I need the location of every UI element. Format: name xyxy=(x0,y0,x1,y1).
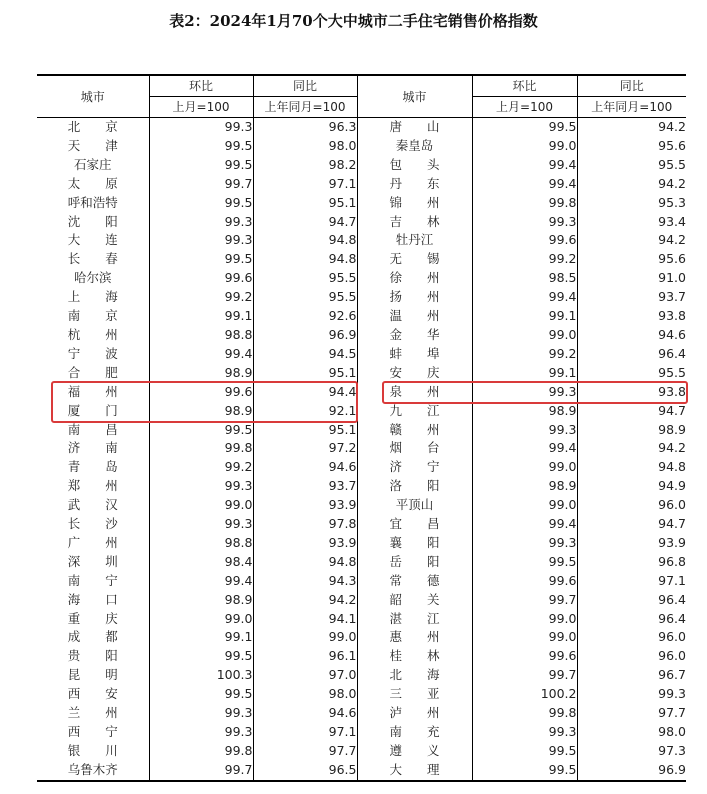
left-yoy-cell: 94.8 xyxy=(253,553,357,572)
right-city-cell: 韶 关 xyxy=(357,591,472,610)
right-yoy-cell: 95.5 xyxy=(577,364,686,383)
left-mom-cell: 99.7 xyxy=(149,175,253,194)
left-yoy-cell: 92.6 xyxy=(253,307,357,326)
left-city-cell: 乌鲁木齐 xyxy=(37,761,149,781)
table-row xyxy=(37,534,686,553)
header-row-top xyxy=(37,75,686,97)
left-yoy-cell: 96.3 xyxy=(253,118,357,137)
table-body xyxy=(37,118,686,781)
right-mom-cell: 99.4 xyxy=(472,288,577,307)
left-city-cell: 厦 门 xyxy=(67,402,118,418)
left-city-cell: 沈 阳 xyxy=(67,213,118,229)
left-city-cell: 济 南 xyxy=(67,440,118,456)
left-mom-cell: 99.2 xyxy=(149,458,253,477)
right-yoy-cell: 94.2 xyxy=(577,439,686,458)
right-city-cell: 九 江 xyxy=(357,402,472,421)
right-city-cell: 无 锡 xyxy=(357,250,472,269)
right-yoy-cell: 96.7 xyxy=(577,666,686,685)
right-yoy-cell: 96.8 xyxy=(577,553,686,572)
right-mom-cell: 99.6 xyxy=(472,231,577,250)
right-city-cell: 徐 州 xyxy=(357,269,472,288)
left-city-cell: 宁 波 xyxy=(67,345,118,361)
right-yoy-cell: 96.0 xyxy=(577,647,686,666)
right-mom-cell: 99.2 xyxy=(472,345,577,364)
right-mom-cell: 99.3 xyxy=(472,723,577,742)
right-yoy-cell: 94.6 xyxy=(577,326,686,345)
right-yoy-cell: 98.0 xyxy=(577,723,686,742)
left-yoy-cell: 94.3 xyxy=(253,572,357,591)
left-mom-cell: 99.1 xyxy=(149,307,253,326)
left-city-cell: 大 连 xyxy=(67,232,118,248)
right-mom-cell: 99.4 xyxy=(472,439,577,458)
right-city-cell: 牡丹江 xyxy=(357,231,472,250)
table-row xyxy=(37,137,686,156)
table-row xyxy=(37,231,686,250)
left-mom-cell: 99.3 xyxy=(149,723,253,742)
left-yoy-cell: 94.8 xyxy=(253,231,357,250)
right-city-cell: 金 华 xyxy=(357,326,472,345)
right-mom-cell: 99.3 xyxy=(472,213,577,232)
left-city-cell: 郑 州 xyxy=(67,478,118,494)
left-mom-cell: 99.3 xyxy=(149,515,253,534)
right-city-cell: 大 理 xyxy=(357,761,472,781)
table-row xyxy=(37,591,686,610)
right-yoy-cell: 94.7 xyxy=(577,402,686,421)
right-city-cell: 泸 州 xyxy=(357,704,472,723)
left-yoy-cell: 97.1 xyxy=(253,723,357,742)
left-yoy-cell: 98.2 xyxy=(253,156,357,175)
right-mom-cell: 99.0 xyxy=(472,610,577,629)
left-city-cell: 南 京 xyxy=(67,308,118,324)
header-yoy-right: 同比 xyxy=(577,75,686,97)
left-mom-cell: 99.0 xyxy=(149,610,253,629)
right-mom-cell: 99.5 xyxy=(472,742,577,761)
left-mom-cell: 98.4 xyxy=(149,553,253,572)
left-yoy-cell: 93.9 xyxy=(253,496,357,515)
right-mom-cell: 99.0 xyxy=(472,326,577,345)
left-city-cell: 太 原 xyxy=(67,175,118,191)
right-mom-cell: 99.6 xyxy=(472,572,577,591)
left-yoy-cell: 94.7 xyxy=(253,213,357,232)
left-city-cell: 银 川 xyxy=(67,742,118,758)
table-row xyxy=(37,610,686,629)
left-mom-cell: 98.9 xyxy=(149,402,253,421)
right-yoy-cell: 94.8 xyxy=(577,458,686,477)
left-mom-cell: 99.5 xyxy=(149,194,253,213)
left-city-cell: 呼和浩特 xyxy=(67,194,118,210)
right-yoy-cell: 94.2 xyxy=(577,175,686,194)
right-yoy-cell: 96.9 xyxy=(577,761,686,781)
left-yoy-cell: 96.5 xyxy=(253,761,357,781)
table-row xyxy=(37,402,686,421)
left-city-cell: 长 沙 xyxy=(67,516,118,532)
header-mom-left: 环比 xyxy=(149,75,253,97)
left-yoy-cell: 95.1 xyxy=(253,421,357,440)
right-yoy-cell: 94.9 xyxy=(577,477,686,496)
left-yoy-cell: 95.1 xyxy=(253,364,357,383)
right-yoy-cell: 95.6 xyxy=(577,137,686,156)
right-mom-cell: 99.5 xyxy=(472,553,577,572)
right-city-cell: 济 宁 xyxy=(357,458,472,477)
left-city-cell: 合 肥 xyxy=(67,364,118,380)
left-yoy-cell: 94.1 xyxy=(253,610,357,629)
left-yoy-cell: 95.5 xyxy=(253,269,357,288)
table-row xyxy=(37,439,686,458)
right-mom-cell: 99.7 xyxy=(472,666,577,685)
right-yoy-cell: 93.9 xyxy=(577,534,686,553)
left-yoy-cell: 93.7 xyxy=(253,477,357,496)
header-city-right: 城市 xyxy=(357,75,472,118)
right-city-cell: 包 头 xyxy=(357,156,472,175)
left-mom-cell: 99.1 xyxy=(149,628,253,647)
right-mom-cell: 99.6 xyxy=(472,647,577,666)
right-yoy-cell: 95.3 xyxy=(577,194,686,213)
table-title: 表2：2024年1月70个大中城市二手住宅销售价格指数 xyxy=(169,12,538,30)
right-city-cell: 南 充 xyxy=(357,723,472,742)
left-mom-cell: 99.0 xyxy=(149,496,253,515)
left-city-cell: 海 口 xyxy=(67,591,118,607)
right-mom-cell: 98.9 xyxy=(472,477,577,496)
left-yoy-cell: 99.0 xyxy=(253,628,357,647)
table-row xyxy=(37,194,686,213)
left-city-cell: 长 春 xyxy=(67,251,118,267)
left-city-cell: 西 宁 xyxy=(67,724,118,739)
left-mom-cell: 99.8 xyxy=(149,439,253,458)
right-city-cell: 泉 州 xyxy=(357,383,472,402)
right-mom-cell: 99.0 xyxy=(472,628,577,647)
table-row xyxy=(37,458,686,477)
left-city-cell: 昆 明 xyxy=(67,667,118,683)
right-city-cell: 常 德 xyxy=(357,572,472,591)
right-mom-cell: 99.0 xyxy=(472,458,577,477)
left-yoy-cell: 96.9 xyxy=(253,326,357,345)
right-city-cell: 扬 州 xyxy=(357,288,472,307)
right-city-cell: 烟 台 xyxy=(357,439,472,458)
left-yoy-cell: 96.1 xyxy=(253,647,357,666)
left-mom-cell: 99.2 xyxy=(149,288,253,307)
table-row xyxy=(37,628,686,647)
left-city-cell: 上 海 xyxy=(67,289,118,305)
left-mom-cell: 99.6 xyxy=(149,383,253,402)
header-mom-base-right: 上月=100 xyxy=(472,97,577,118)
right-yoy-cell: 95.5 xyxy=(577,156,686,175)
right-city-cell: 桂 林 xyxy=(357,647,472,666)
right-city-cell: 秦皇岛 xyxy=(357,137,472,156)
left-city-cell: 重 庆 xyxy=(67,610,118,626)
right-city-cell: 襄 阳 xyxy=(357,534,472,553)
right-city-cell: 岳 阳 xyxy=(357,553,472,572)
left-mom-cell: 98.9 xyxy=(149,591,253,610)
left-yoy-cell: 97.2 xyxy=(253,439,357,458)
left-city-cell: 西 安 xyxy=(67,686,118,702)
right-mom-cell: 99.5 xyxy=(472,118,577,137)
right-mom-cell: 99.3 xyxy=(472,421,577,440)
right-mom-cell: 99.2 xyxy=(472,250,577,269)
right-yoy-cell: 94.7 xyxy=(577,515,686,534)
header-yoy-base-left: 上年同月=100 xyxy=(253,97,357,118)
table-row xyxy=(37,213,686,232)
right-city-cell: 唐 山 xyxy=(357,118,472,137)
right-city-cell: 平顶山 xyxy=(357,496,472,515)
right-yoy-cell: 96.0 xyxy=(577,496,686,515)
right-mom-cell: 99.1 xyxy=(472,364,577,383)
left-city-cell: 哈尔滨 xyxy=(73,270,112,286)
left-yoy-cell: 97.8 xyxy=(253,515,357,534)
right-city-cell: 湛 江 xyxy=(357,610,472,629)
right-yoy-cell: 96.4 xyxy=(577,345,686,364)
left-city-cell: 北 京 xyxy=(67,119,118,134)
left-mom-cell: 99.8 xyxy=(149,742,253,761)
right-city-cell: 温 州 xyxy=(357,307,472,326)
left-mom-cell: 99.3 xyxy=(149,704,253,723)
table-row xyxy=(37,421,686,440)
left-mom-cell: 99.3 xyxy=(149,213,253,232)
right-city-cell: 惠 州 xyxy=(357,628,472,647)
left-city-cell: 兰 州 xyxy=(67,705,118,721)
right-yoy-cell: 97.7 xyxy=(577,704,686,723)
left-mom-cell: 99.5 xyxy=(149,137,253,156)
right-mom-cell: 99.8 xyxy=(472,704,577,723)
left-mom-cell: 99.5 xyxy=(149,421,253,440)
right-mom-cell: 98.5 xyxy=(472,269,577,288)
right-yoy-cell: 93.8 xyxy=(577,307,686,326)
right-yoy-cell: 94.2 xyxy=(577,118,686,137)
table-row xyxy=(37,685,686,704)
table-row xyxy=(37,326,686,345)
table-row xyxy=(37,156,686,175)
table-row xyxy=(37,250,686,269)
header-yoy-base-right: 上年同月=100 xyxy=(577,97,686,118)
right-city-cell: 安 庆 xyxy=(357,364,472,383)
right-city-cell: 洛 阳 xyxy=(357,477,472,496)
right-city-cell: 蚌 埠 xyxy=(357,345,472,364)
table-row xyxy=(37,647,686,666)
left-mom-cell: 99.5 xyxy=(149,156,253,175)
left-city-cell: 天 津 xyxy=(67,137,118,153)
price-index-table xyxy=(37,74,686,782)
right-yoy-cell: 97.3 xyxy=(577,742,686,761)
header-city-left: 城市 xyxy=(37,75,149,118)
right-yoy-cell: 96.4 xyxy=(577,591,686,610)
right-mom-cell: 99.3 xyxy=(472,383,577,402)
table-row xyxy=(37,572,686,591)
left-yoy-cell: 98.0 xyxy=(253,137,357,156)
left-city-cell: 武 汉 xyxy=(67,497,118,513)
table-row xyxy=(37,118,686,137)
right-yoy-cell: 99.3 xyxy=(577,685,686,704)
left-city-cell: 成 都 xyxy=(67,629,118,645)
left-mom-cell: 98.8 xyxy=(149,326,253,345)
left-city-cell: 青 岛 xyxy=(67,459,118,475)
right-mom-cell: 99.0 xyxy=(472,137,577,156)
right-mom-cell: 99.5 xyxy=(472,761,577,781)
left-city-cell: 福 州 xyxy=(67,383,118,399)
left-yoy-cell: 94.8 xyxy=(253,250,357,269)
left-city-cell: 深 圳 xyxy=(67,553,118,569)
left-yoy-cell: 94.2 xyxy=(253,591,357,610)
left-city-cell: 贵 阳 xyxy=(67,648,118,664)
left-mom-cell: 100.3 xyxy=(149,666,253,685)
right-yoy-cell: 93.7 xyxy=(577,288,686,307)
table-row xyxy=(37,307,686,326)
table-row xyxy=(37,704,686,723)
left-yoy-cell: 94.6 xyxy=(253,704,357,723)
table-row xyxy=(37,742,686,761)
left-yoy-cell: 97.7 xyxy=(253,742,357,761)
right-city-cell: 吉 林 xyxy=(357,213,472,232)
left-city-cell: 广 州 xyxy=(67,534,118,550)
right-mom-cell: 99.8 xyxy=(472,194,577,213)
left-yoy-cell: 94.4 xyxy=(253,383,357,402)
left-yoy-cell: 94.5 xyxy=(253,345,357,364)
right-yoy-cell: 93.8 xyxy=(577,383,686,402)
left-mom-cell: 99.5 xyxy=(149,250,253,269)
header-yoy-left: 同比 xyxy=(253,75,357,97)
left-yoy-cell: 97.0 xyxy=(253,666,357,685)
left-yoy-cell: 95.5 xyxy=(253,288,357,307)
right-yoy-cell: 95.6 xyxy=(577,250,686,269)
right-city-cell: 三 亚 xyxy=(357,685,472,704)
table-row xyxy=(37,269,686,288)
right-city-cell: 宜 昌 xyxy=(357,515,472,534)
left-yoy-cell: 97.1 xyxy=(253,175,357,194)
right-mom-cell: 99.4 xyxy=(472,515,577,534)
right-yoy-cell: 91.0 xyxy=(577,269,686,288)
right-mom-cell: 99.4 xyxy=(472,175,577,194)
table-row xyxy=(37,723,686,742)
left-city-cell: 杭 州 xyxy=(67,326,118,342)
left-mom-cell: 99.3 xyxy=(149,118,253,137)
table-row xyxy=(37,383,686,402)
table-row xyxy=(37,477,686,496)
right-mom-cell: 99.4 xyxy=(472,156,577,175)
right-city-cell: 锦 州 xyxy=(357,194,472,213)
right-city-cell: 遵 义 xyxy=(357,742,472,761)
right-mom-cell: 99.3 xyxy=(472,534,577,553)
right-mom-cell: 99.1 xyxy=(472,307,577,326)
header-mom-right: 环比 xyxy=(472,75,577,97)
table-row xyxy=(37,175,686,194)
left-city-cell: 南 昌 xyxy=(67,421,118,437)
left-mom-cell: 99.6 xyxy=(149,269,253,288)
left-mom-cell: 99.7 xyxy=(149,761,253,781)
table-row xyxy=(37,666,686,685)
table-row xyxy=(37,515,686,534)
table-row xyxy=(37,553,686,572)
left-mom-cell: 99.5 xyxy=(149,685,253,704)
left-mom-cell: 99.4 xyxy=(149,572,253,591)
right-mom-cell: 98.9 xyxy=(472,402,577,421)
left-mom-cell: 98.8 xyxy=(149,534,253,553)
left-mom-cell: 99.5 xyxy=(149,647,253,666)
table-row xyxy=(37,761,686,781)
left-mom-cell: 99.3 xyxy=(149,477,253,496)
right-mom-cell: 99.0 xyxy=(472,496,577,515)
right-mom-cell: 99.7 xyxy=(472,591,577,610)
table-row xyxy=(37,288,686,307)
table-row xyxy=(37,345,686,364)
right-yoy-cell: 93.4 xyxy=(577,213,686,232)
left-yoy-cell: 93.9 xyxy=(253,534,357,553)
left-yoy-cell: 94.6 xyxy=(253,458,357,477)
right-yoy-cell: 97.1 xyxy=(577,572,686,591)
right-yoy-cell: 94.2 xyxy=(577,231,686,250)
left-yoy-cell: 92.1 xyxy=(253,402,357,421)
right-city-cell: 北 海 xyxy=(357,666,472,685)
left-yoy-cell: 95.1 xyxy=(253,194,357,213)
left-mom-cell: 99.3 xyxy=(149,231,253,250)
right-yoy-cell: 98.9 xyxy=(577,421,686,440)
table-row xyxy=(37,364,686,383)
left-yoy-cell: 98.0 xyxy=(253,685,357,704)
left-mom-cell: 98.9 xyxy=(149,364,253,383)
left-city-cell: 南 宁 xyxy=(67,572,118,588)
header-mom-base-left: 上月=100 xyxy=(149,97,253,118)
right-city-cell: 赣 州 xyxy=(357,421,472,440)
left-city-cell: 石家庄 xyxy=(73,156,112,172)
left-mom-cell: 99.4 xyxy=(149,345,253,364)
right-yoy-cell: 96.0 xyxy=(577,628,686,647)
table-row xyxy=(37,496,686,515)
right-mom-cell: 100.2 xyxy=(472,685,577,704)
right-yoy-cell: 96.4 xyxy=(577,610,686,629)
right-city-cell: 丹 东 xyxy=(357,175,472,194)
